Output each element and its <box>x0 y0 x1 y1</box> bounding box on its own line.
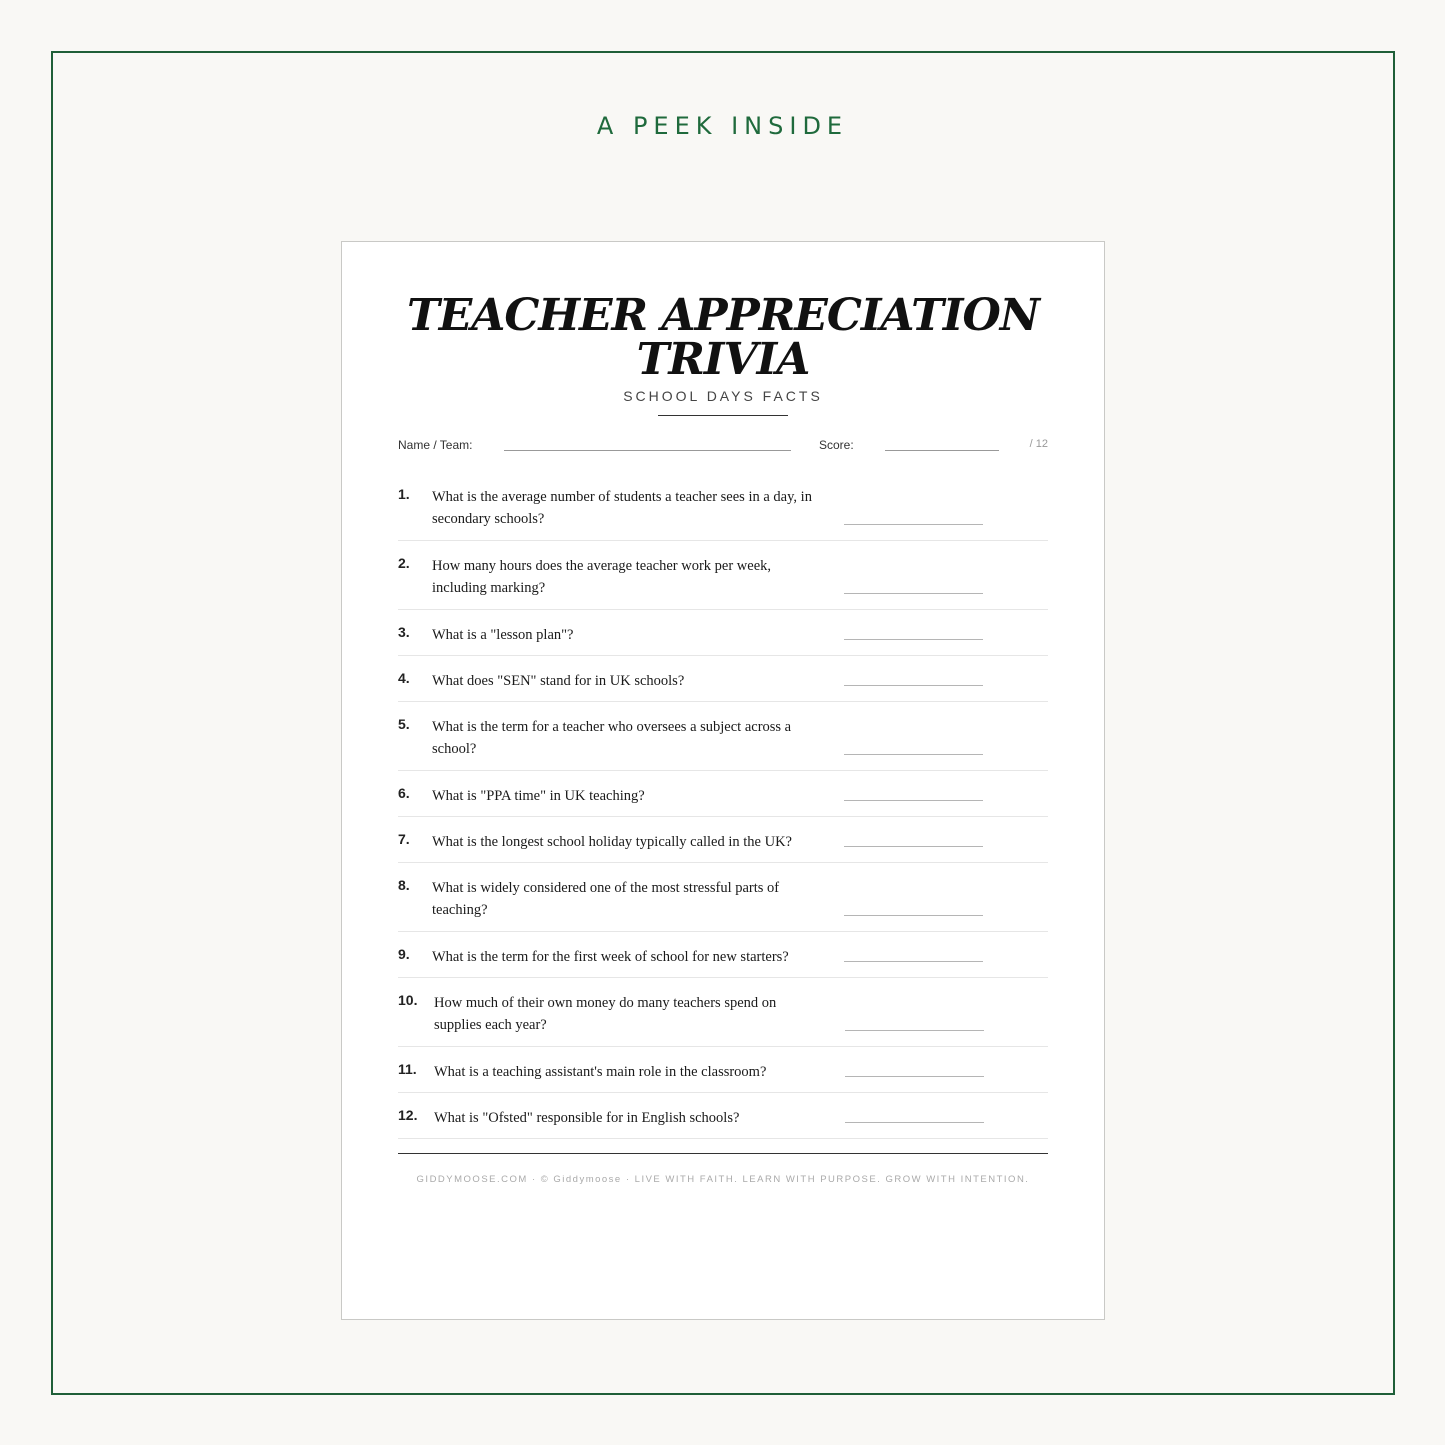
question-number: 4. <box>398 670 410 686</box>
question-item <box>398 863 1048 932</box>
question-text: How much of their own money do many teachers spend on supplies each year? <box>434 995 777 1033</box>
worksheet-page <box>341 241 1105 1320</box>
question-number: 1. <box>398 486 410 502</box>
question-number: 10. <box>398 992 418 1008</box>
question-number: 5. <box>398 716 410 732</box>
question-list <box>398 472 1048 1139</box>
worksheet-title <box>342 290 1104 385</box>
question-number: 6. <box>398 785 410 801</box>
answer-blank <box>844 639 983 640</box>
answer-blank <box>844 846 983 847</box>
question-number: 2. <box>398 555 410 571</box>
question-number: 3. <box>398 624 410 640</box>
score-blank <box>885 450 999 451</box>
question-item <box>398 702 1048 771</box>
question-text: What is widely considered one of the most stressful parts of teaching? <box>432 880 780 918</box>
answer-blank <box>845 1030 984 1031</box>
question-text: How many hours does the average teacher work per week, including marking? <box>432 558 772 596</box>
question-text: What is the term for a teacher who oversees a subject across a school? <box>432 719 792 757</box>
question-text: What is the average number of students a teacher sees in a day, in secondary schools? <box>432 489 812 527</box>
question-item <box>398 472 1048 541</box>
question-number: 8. <box>398 877 410 893</box>
footer-divider <box>398 1153 1048 1154</box>
question-item <box>398 978 1048 1047</box>
worksheet-subtitle: SCHOOL DAYS FACTS <box>623 388 823 404</box>
name-score-row <box>398 438 1048 454</box>
question-item <box>398 541 1048 610</box>
answer-blank <box>844 800 983 801</box>
question-item <box>398 1093 1048 1139</box>
question-text: What is "PPA time" in UK teaching? <box>432 788 645 804</box>
question-item <box>398 817 1048 863</box>
title-divider <box>658 415 788 416</box>
worksheet-footer: GIDDYMOOSE.COM · © Giddymoose · LIVE WITH FAITH. LEARN WITH PURPOSE. GROW WITH INTENTION. <box>416 1174 1030 1185</box>
answer-blank <box>844 961 983 962</box>
title-line-2: TRIVIA <box>636 334 810 385</box>
score-label: Score: <box>819 438 854 452</box>
question-item <box>398 1047 1048 1093</box>
question-item <box>398 771 1048 817</box>
question-number: 7. <box>398 831 410 847</box>
score-total: / 12 <box>1029 438 1048 450</box>
question-item <box>398 932 1048 978</box>
question-item <box>398 610 1048 656</box>
answer-blank <box>844 915 983 916</box>
question-text: What is "Ofsted" responsible for in English schools? <box>434 1110 740 1126</box>
name-team-label: Name / Team: <box>398 438 473 452</box>
question-text: What is a teaching assistant's main role in the classroom? <box>434 1064 767 1080</box>
question-text: What is a "lesson plan"? <box>432 627 574 643</box>
answer-blank <box>844 754 983 755</box>
question-text: What is the longest school holiday typically called in the UK? <box>432 834 792 850</box>
peek-heading: A PEEK INSIDE <box>596 112 849 140</box>
question-number: 9. <box>398 946 410 962</box>
title-line-1: TEACHER APPRECIATION <box>406 290 1040 341</box>
answer-blank <box>845 1076 984 1077</box>
question-text: What does "SEN" stand for in UK schools? <box>432 673 685 689</box>
answer-blank <box>845 1122 984 1123</box>
question-number: 12. <box>398 1107 418 1123</box>
question-item <box>398 656 1048 702</box>
answer-blank <box>844 685 983 686</box>
answer-blank <box>844 593 983 594</box>
name-team-blank <box>504 450 791 451</box>
answer-blank <box>844 524 983 525</box>
question-text: What is the term for the first week of school for new starters? <box>432 949 789 965</box>
question-number: 11. <box>398 1061 417 1077</box>
